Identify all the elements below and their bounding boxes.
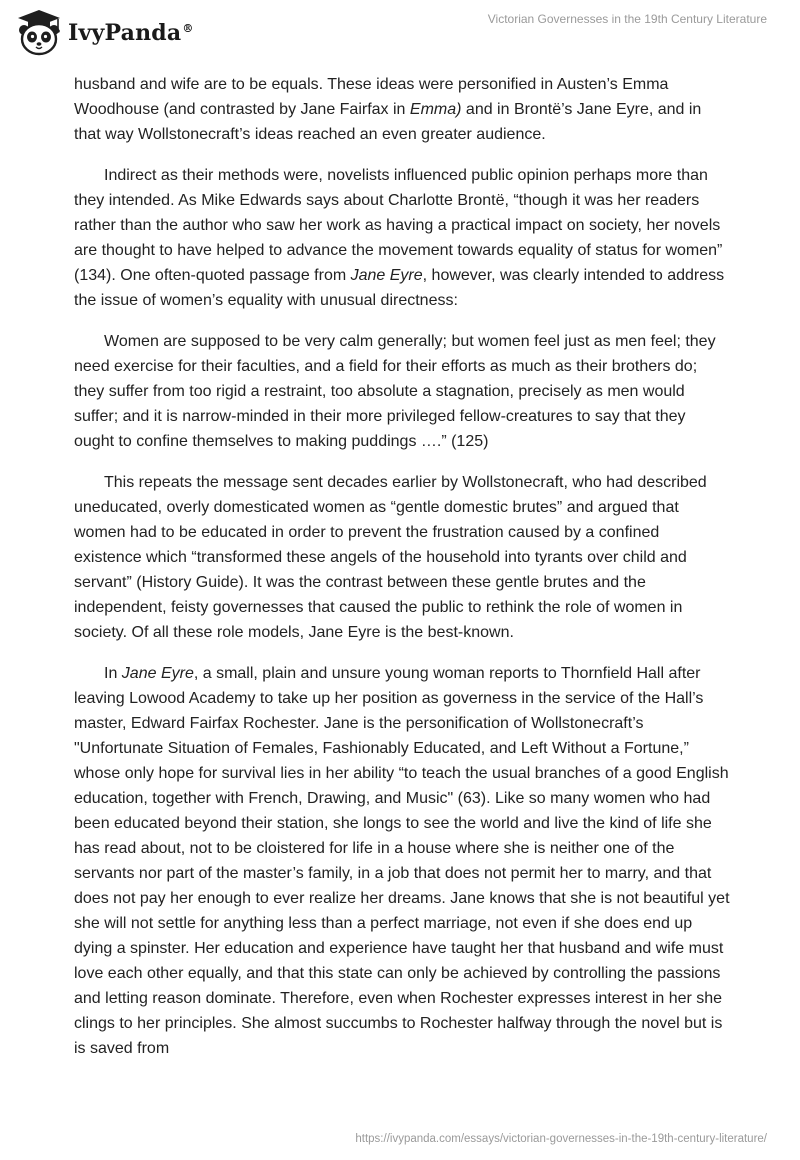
running-title: Victorian Governesses in the 19th Century Literature — [487, 12, 767, 26]
paragraph: husband and wife are to be equals. These ideas were personified in Austen’s Emma Woodhouse (and contrasted by Jane Fairfax in Emma) and in Brontë’s Jane Eyre, and in that way Wollstonecraft’s ideas reached an even greater audience. — [74, 76, 702, 143]
block-quote: Women are supposed to be very calm generally; but women feel just as men feel; they need exercise for their faculties, and a field for their efforts as much as their brothers do; they suffer from too rigid a restraint, too absolute a stagnation, precisely as men would suffer; and it is narrow-minded in their more privileged fellow-creatures to say that they ought to confine themselves to making puddings ….” (125) — [74, 333, 716, 450]
logo-wordmark: IvyPanda® — [68, 20, 194, 46]
ivypanda-logo[interactable] — [14, 8, 194, 56]
panda-graduate-icon — [14, 8, 64, 56]
paragraph: In Jane Eyre, a small, plain and unsure young woman reports to Thornfield Hall after leaving Lowood Academy to take up her position as governess in the service of the Hall’s master, Edward Fairfax Rochester. Jane is the personification of Wollstonecraft’s "Unfortunate Situation of Females, Fashionably Educated, and Left Without a Fortune,” whose only hope for survival lies in her ability “to teach the usual branches of a good English education, together with French, Drawing, and Music" (63). Like so many women who had been educated beyond their station, she longs to see the world and live the kind of life she has read about, not to be cloistered for life in a house where she is neither one of the servants nor part of the master’s family, in a job that does not permit her to marry, and that does not pay her enough to ever realize her dreams. Jane knows that she is not beautiful yet she will not settle for anything less than a perfect marriage, not even if she does end up dying a spinster. Her education and experience have taught her that husband and wife must love each other equally, and that this state can only be achieved by controlling the passions and letting reason dominate. Therefore, even when Rochester expresses interest in her she clings to her principles. She almost succumbs to Rochester halfway through the novel but is is saved from — [74, 665, 730, 1057]
paragraph: Indirect as their methods were, novelists influenced public opinion perhaps more than they intended. As Mike Edwards says about Charlotte Brontë, “though it was her readers rather than the author who saw her work as having a practical impact on society, her novels are thought to have helped to advance the movement towards equality of status for women” (134). One often-quoted passage from Jane Eyre, however, was clearly intended to address the issue of women’s equality with unusual directness: — [74, 167, 725, 309]
page-header — [0, 0, 800, 70]
source-url[interactable]: https://ivypanda.com/essays/victorian-governesses-in-the-19th-century-literature/ — [355, 1133, 767, 1145]
essay-body — [74, 72, 730, 1077]
paragraph: This repeats the message sent decades earlier by Wollstonecraft, who had described uneducated, overly domesticated women as “gentle domestic brutes” and argued that women had to be educated in order to prevent the frustration caused by a confined existence which “transformed these angels of the household into tyrants over child and servant” (History Guide). It was the contrast between these gentle brutes and the independent, feisty governesses that caused the public to rethink the role of women in society. Of all these role models, Jane Eyre is the best-known. — [74, 474, 707, 641]
